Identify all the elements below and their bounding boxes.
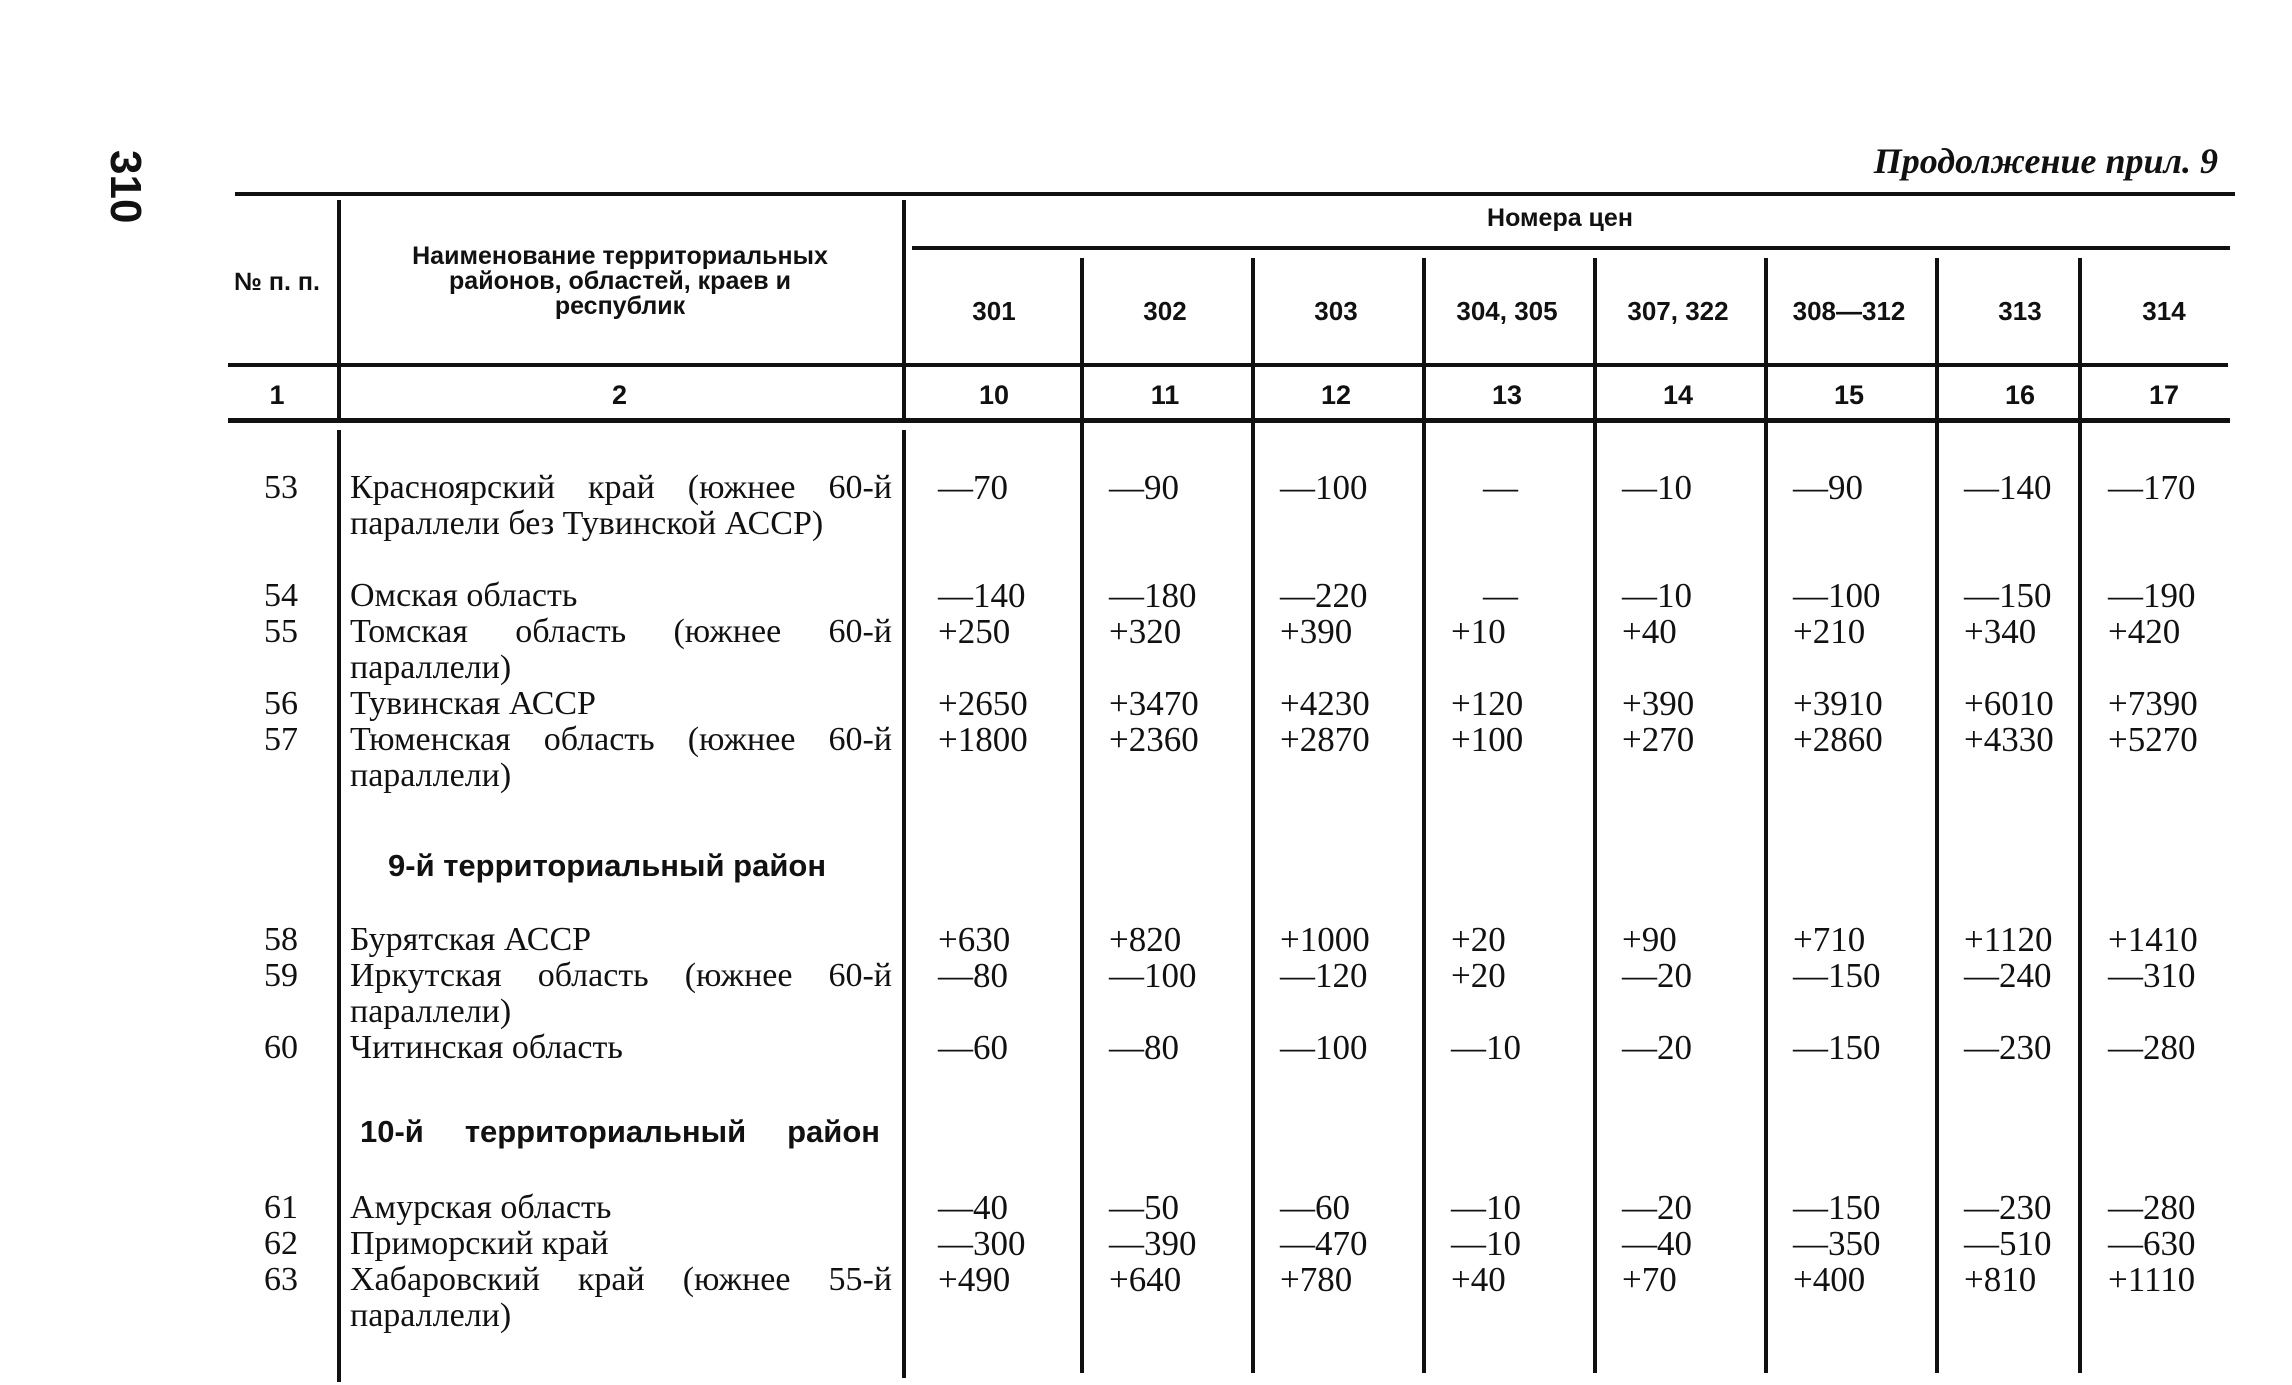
price-value: —10 (1451, 1188, 1521, 1227)
header-bottom-rule (228, 363, 2228, 367)
price-value: —60 (1280, 1188, 1350, 1227)
header-name: Наименование территориальных районов, областей, краев и республик (412, 242, 828, 320)
row-number: 59 (264, 957, 298, 994)
price-value: —150 (1793, 956, 1881, 995)
region-name: Читинская область (350, 1029, 623, 1066)
price-value: +2870 (1280, 720, 1370, 759)
price-value: +640 (1109, 1260, 1182, 1299)
price-value: +4230 (1280, 684, 1370, 723)
region-name: Тувинская АССР (350, 685, 596, 722)
price-value: +2360 (1109, 720, 1199, 759)
price-value: +810 (1964, 1260, 2037, 1299)
col-divider-2 (902, 200, 906, 418)
price-value: —350 (1793, 1224, 1881, 1263)
column-index: 16 (2004, 380, 2036, 410)
price-value: +20 (1451, 920, 1506, 959)
row-number: 55 (264, 613, 298, 650)
price-value: +820 (1109, 920, 1182, 959)
price-value: — (1483, 576, 1518, 615)
price-value: +1000 (1280, 920, 1370, 959)
price-value: —230 (1964, 1028, 2052, 1067)
price-value: —40 (1622, 1224, 1692, 1263)
row-number: 56 (264, 685, 298, 722)
price-value: —190 (2108, 576, 2196, 615)
price-value: +1800 (938, 720, 1028, 759)
price-column-header: 314 (2142, 296, 2186, 326)
price-value: +340 (1964, 612, 2037, 651)
price-value: —10 (1622, 576, 1692, 615)
col-divider-1-body (337, 430, 341, 1382)
price-value: —150 (1793, 1028, 1881, 1067)
price-column-header: 301 (972, 296, 1016, 326)
price-value: —180 (1109, 576, 1197, 615)
price-value: —80 (1109, 1028, 1179, 1067)
prices-subheader-rule (912, 246, 2230, 250)
price-value: —80 (938, 956, 1008, 995)
column-index: 14 (1662, 380, 1694, 410)
continuation-title: Продолжение прил. 9 (1873, 141, 2218, 181)
col-divider-2-body (902, 430, 906, 1378)
price-value: —310 (2108, 956, 2196, 995)
price-value: +20 (1451, 956, 1506, 995)
column-index: 2 (611, 380, 628, 410)
price-value: +100 (1451, 720, 1524, 759)
price-value: +70 (1622, 1260, 1677, 1299)
price-value: —60 (938, 1028, 1008, 1067)
price-value: +40 (1451, 1260, 1506, 1299)
row-number: 63 (264, 1261, 298, 1298)
price-value: +5270 (2108, 720, 2198, 759)
column-index: 10 (978, 380, 1010, 410)
price-value: +490 (938, 1260, 1011, 1299)
price-value: —90 (1109, 468, 1179, 507)
price-value: —20 (1622, 1028, 1692, 1067)
price-value: +250 (938, 612, 1011, 651)
price-value: +2860 (1793, 720, 1883, 759)
price-value: —50 (1109, 1188, 1179, 1227)
price-value: +7390 (2108, 684, 2198, 723)
price-value: +400 (1793, 1260, 1866, 1299)
column-index: 12 (1320, 380, 1352, 410)
price-value: —120 (1280, 956, 1368, 995)
column-index: 11 (1150, 380, 1180, 410)
price-value: +4330 (1964, 720, 2054, 759)
price-value: —20 (1622, 956, 1692, 995)
price-value: +120 (1451, 684, 1524, 723)
price-value: —90 (1793, 468, 1863, 507)
price-value: +710 (1793, 920, 1866, 959)
price-value: —20 (1622, 1188, 1692, 1227)
price-value: +390 (1280, 612, 1353, 651)
price-value: —240 (1964, 956, 2052, 995)
price-value: —280 (2108, 1188, 2196, 1227)
price-value: —220 (1280, 576, 1368, 615)
price-value: +10 (1451, 612, 1506, 651)
price-value: +1410 (2108, 920, 2198, 959)
price-value: —280 (2108, 1028, 2196, 1067)
price-value: —170 (2108, 468, 2196, 507)
price-value: —470 (1280, 1224, 1368, 1263)
row-number: 54 (264, 577, 298, 614)
price-value: —140 (1964, 468, 2052, 507)
price-value: +1120 (1964, 920, 2053, 959)
price-value: +320 (1109, 612, 1182, 651)
price-column-header: 304, 305 (1456, 296, 1558, 326)
price-value: —630 (2108, 1224, 2196, 1263)
price-value: +420 (2108, 612, 2181, 651)
price-value: —70 (938, 468, 1008, 507)
price-value: —100 (1280, 1028, 1368, 1067)
price-value: —100 (1280, 468, 1368, 507)
region-name: Хабаровский край (южнее 55-й параллели) (350, 1261, 892, 1334)
header-prices: Номера цен (1487, 204, 1633, 232)
price-value: —10 (1451, 1028, 1521, 1067)
row-number: 53 (264, 469, 298, 506)
section-heading: 9-й территориальный район (388, 848, 827, 883)
column-index: 1 (269, 380, 285, 410)
header-no: № п. п. (234, 268, 320, 296)
region-name: Томская область (южнее 60-й параллели) (350, 613, 892, 686)
region-name: Иркутская область (южнее 60-й параллели) (350, 957, 892, 1030)
price-value: —100 (1109, 956, 1197, 995)
price-value: —140 (938, 576, 1026, 615)
price-value: —10 (1451, 1224, 1521, 1263)
price-value: +270 (1622, 720, 1695, 759)
column-index: 17 (2148, 380, 2180, 410)
price-value: —510 (1964, 1224, 2052, 1263)
price-value: +630 (938, 920, 1011, 959)
price-value: —300 (938, 1224, 1026, 1263)
page-number: 310 (101, 150, 150, 224)
price-value: —390 (1109, 1224, 1197, 1263)
region-name: Амурская область (350, 1189, 612, 1226)
price-value: +2650 (938, 684, 1028, 723)
index-bottom-rule (228, 418, 2230, 423)
row-number: 62 (264, 1225, 298, 1262)
row-number: 61 (264, 1189, 298, 1226)
price-value: +6010 (1964, 684, 2054, 723)
section-heading: 10-й территориальный район (360, 1114, 880, 1149)
price-column-header: 307, 322 (1627, 296, 1729, 326)
top-rule (235, 192, 2235, 196)
row-number: 57 (264, 721, 298, 758)
column-index: 15 (1833, 380, 1865, 410)
price-value: —100 (1793, 576, 1881, 615)
price-value: +90 (1622, 920, 1677, 959)
price-value: —150 (1964, 576, 2052, 615)
row-number: 60 (264, 1029, 298, 1066)
region-name: Приморский край (350, 1225, 609, 1262)
price-value: +780 (1280, 1260, 1353, 1299)
price-column-header: 303 (1314, 296, 1358, 326)
price-value: +390 (1622, 684, 1695, 723)
row-number: 58 (264, 921, 298, 958)
price-value: —230 (1964, 1188, 2052, 1227)
price-value: —150 (1793, 1188, 1881, 1227)
region-name: Омская область (350, 577, 578, 614)
price-value: +3910 (1793, 684, 1883, 723)
column-index: 13 (1491, 380, 1523, 410)
region-name: Бурятская АССР (350, 921, 592, 958)
region-name: Тюменская область (южнее 60-й параллели) (350, 721, 892, 794)
price-column-header: 302 (1143, 296, 1187, 326)
price-value: —10 (1622, 468, 1692, 507)
price-value: — (1483, 468, 1518, 507)
region-name: Красноярский край (южнее 60-й параллели без Тувинской АССР) (350, 469, 892, 542)
price-value: +40 (1622, 612, 1677, 651)
price-column-header: 308—312 (1792, 296, 1906, 326)
price-column-header: 313 (1998, 296, 2042, 326)
price-value: +3470 (1109, 684, 1199, 723)
price-value: +210 (1793, 612, 1866, 651)
price-value: —40 (938, 1188, 1008, 1227)
price-value: +1110 (2108, 1260, 2196, 1299)
